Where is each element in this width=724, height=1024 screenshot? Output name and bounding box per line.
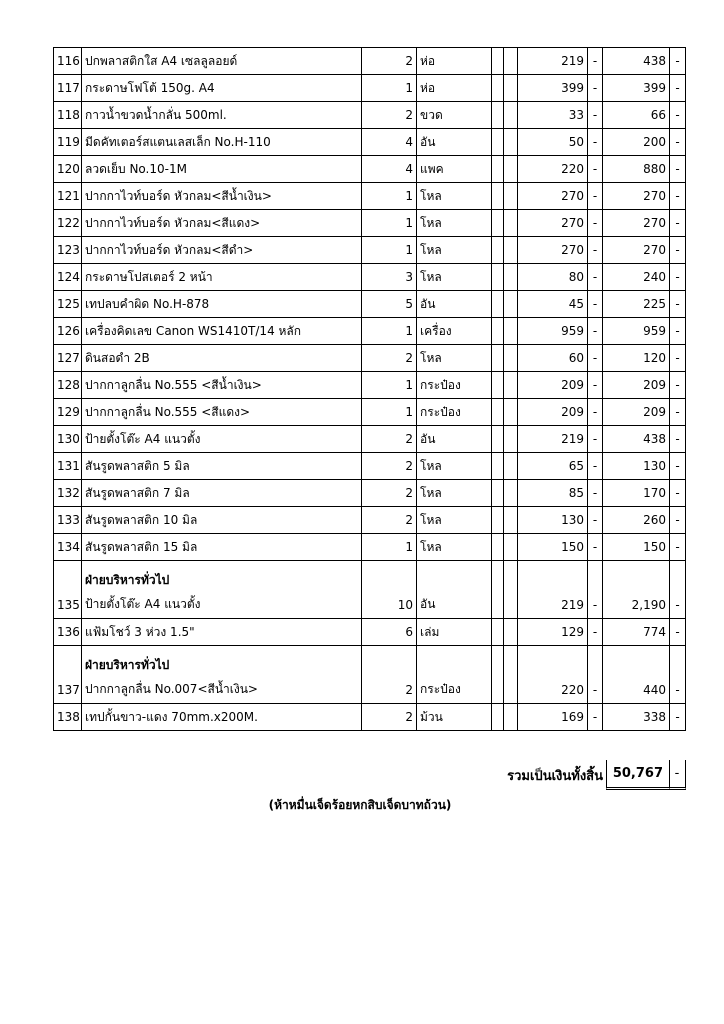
item-unit-price-satang: -	[588, 264, 603, 291]
item-unit-price: 270	[518, 237, 588, 264]
item-unit-price-satang: -	[588, 75, 603, 102]
item-amount: 338	[603, 704, 670, 731]
item-unit-price-satang: -	[588, 129, 603, 156]
item-unit-price-satang: -	[588, 291, 603, 318]
item-amount: 170	[603, 480, 670, 507]
item-description: ปากกาไวท์บอร์ด หัวกลม<สีดำ>	[82, 237, 362, 264]
item-amount: 880	[603, 156, 670, 183]
item-description: กระดาษโฟโต้ 150g. A4	[82, 75, 362, 102]
item-description: สันรูดพลาสติก 15 มิล	[82, 534, 362, 561]
blank-cell	[504, 704, 518, 731]
blank-cell	[492, 318, 504, 345]
item-unit: กระป๋อง	[417, 372, 492, 399]
item-quantity: 1	[362, 75, 417, 102]
item-unit-price-satang: -	[588, 534, 603, 561]
item-amount-satang: -	[670, 677, 686, 704]
item-unit: โหล	[417, 237, 492, 264]
blank-cell	[504, 75, 518, 102]
item-unit: โหล	[417, 507, 492, 534]
table-row	[54, 264, 686, 291]
section-title: ฝ่ายบริหารทั่วไป	[82, 561, 362, 592]
item-amount-satang: -	[670, 210, 686, 237]
item-quantity: 1	[362, 210, 417, 237]
item-amount-satang: -	[670, 237, 686, 264]
item-quantity: 1	[362, 318, 417, 345]
item-unit: ขวด	[417, 102, 492, 129]
item-amount: 120	[603, 345, 670, 372]
item-description: สันรูดพลาสติก 7 มิล	[82, 480, 362, 507]
item-unit-price: 959	[518, 318, 588, 345]
item-number: 137	[54, 677, 82, 704]
item-unit: โหล	[417, 345, 492, 372]
table-row	[54, 48, 686, 75]
item-unit-price-satang: -	[588, 399, 603, 426]
item-unit: ห่อ	[417, 48, 492, 75]
item-quantity: 2	[362, 677, 417, 704]
item-quantity: 2	[362, 704, 417, 731]
item-unit-price: 65	[518, 453, 588, 480]
item-unit-price: 60	[518, 345, 588, 372]
item-number: 138	[54, 704, 82, 731]
section-blank-cell	[603, 561, 670, 592]
item-unit-price: 169	[518, 704, 588, 731]
blank-cell	[492, 48, 504, 75]
item-unit-price-satang: -	[588, 48, 603, 75]
item-amount: 260	[603, 507, 670, 534]
items-table	[53, 47, 686, 731]
grand-total-label: รวมเป็นเงินทั้งสิ้น	[507, 769, 603, 784]
item-description: ปากกาไวท์บอร์ด หัวกลม<สีแดง>	[82, 210, 362, 237]
item-amount-satang: -	[670, 183, 686, 210]
item-unit-price-satang: -	[588, 210, 603, 237]
item-unit: กระป๋อง	[417, 677, 492, 704]
item-unit-price: 209	[518, 372, 588, 399]
blank-cell	[492, 534, 504, 561]
blank-cell	[504, 592, 518, 619]
item-amount-satang: -	[670, 156, 686, 183]
item-number: 132	[54, 480, 82, 507]
blank-cell	[492, 129, 504, 156]
amount-in-words	[0, 796, 724, 815]
item-description: แฟ้มโชว์ 3 ห่วง 1.5"	[82, 619, 362, 646]
item-quantity: 1	[362, 237, 417, 264]
item-number: 133	[54, 507, 82, 534]
item-quantity: 1	[362, 534, 417, 561]
item-number: 118	[54, 102, 82, 129]
item-quantity: 10	[362, 592, 417, 619]
table-row	[54, 704, 686, 731]
blank-cell	[492, 619, 504, 646]
section-blank-cell	[417, 646, 492, 677]
item-unit: โหล	[417, 210, 492, 237]
item-amount: 774	[603, 619, 670, 646]
blank-cell	[504, 426, 518, 453]
item-quantity: 2	[362, 426, 417, 453]
item-quantity: 2	[362, 453, 417, 480]
item-quantity: 2	[362, 48, 417, 75]
item-unit-price: 80	[518, 264, 588, 291]
item-unit-price-satang: -	[588, 237, 603, 264]
blank-cell	[492, 372, 504, 399]
item-unit-price: 219	[518, 426, 588, 453]
table-row	[54, 426, 686, 453]
table-row	[54, 507, 686, 534]
item-quantity: 2	[362, 345, 417, 372]
item-unit-price-satang: -	[588, 453, 603, 480]
blank-cell	[504, 129, 518, 156]
item-number: 131	[54, 453, 82, 480]
item-unit-price-satang: -	[588, 345, 603, 372]
item-quantity: 4	[362, 156, 417, 183]
item-amount: 225	[603, 291, 670, 318]
blank-cell	[504, 453, 518, 480]
item-amount: 438	[603, 48, 670, 75]
table-row	[54, 75, 686, 102]
item-amount-satang: -	[670, 291, 686, 318]
item-amount-satang: -	[670, 75, 686, 102]
item-amount-satang: -	[670, 102, 686, 129]
table-row	[54, 677, 686, 704]
item-amount: 440	[603, 677, 670, 704]
blank-cell	[504, 264, 518, 291]
table-row	[54, 453, 686, 480]
item-unit: เล่ม	[417, 619, 492, 646]
blank-cell	[492, 480, 504, 507]
item-unit-price-satang: -	[588, 372, 603, 399]
blank-cell	[492, 426, 504, 453]
item-amount-satang: -	[670, 48, 686, 75]
section-blank-cell	[417, 561, 492, 592]
item-unit-price: 50	[518, 129, 588, 156]
item-unit-price-satang: -	[588, 156, 603, 183]
item-amount: 209	[603, 399, 670, 426]
item-number: 120	[54, 156, 82, 183]
item-unit-price: 219	[518, 48, 588, 75]
item-amount: 240	[603, 264, 670, 291]
item-amount-satang: -	[670, 453, 686, 480]
table-row	[54, 619, 686, 646]
item-number: 130	[54, 426, 82, 453]
table-row	[54, 210, 686, 237]
item-amount: 959	[603, 318, 670, 345]
item-amount-satang: -	[670, 480, 686, 507]
blank-cell	[492, 507, 504, 534]
item-amount-satang: -	[670, 399, 686, 426]
blank-cell	[504, 102, 518, 129]
item-quantity: 2	[362, 102, 417, 129]
item-unit: อัน	[417, 592, 492, 619]
item-unit-price-satang: -	[588, 318, 603, 345]
item-amount-satang: -	[670, 534, 686, 561]
item-amount-satang: -	[670, 507, 686, 534]
section-blank-cell	[492, 646, 504, 677]
item-amount: 270	[603, 210, 670, 237]
blank-cell	[504, 210, 518, 237]
item-number: 123	[54, 237, 82, 264]
blank-cell	[504, 237, 518, 264]
item-unit-price-satang: -	[588, 183, 603, 210]
blank-cell	[492, 592, 504, 619]
item-unit-price: 220	[518, 677, 588, 704]
blank-cell	[492, 345, 504, 372]
item-number: 124	[54, 264, 82, 291]
blank-cell	[504, 318, 518, 345]
item-quantity: 1	[362, 399, 417, 426]
blank-cell	[492, 291, 504, 318]
item-amount: 209	[603, 372, 670, 399]
section-blank-cell	[492, 561, 504, 592]
item-description: กาวน้ำขวดน้ำกลั่น 500ml.	[82, 102, 362, 129]
item-number: 136	[54, 619, 82, 646]
section-blank-cell	[504, 561, 518, 592]
item-description: ปากกาไวท์บอร์ด หัวกลม<สีน้ำเงิน>	[82, 183, 362, 210]
item-description: ดินสอดำ 2B	[82, 345, 362, 372]
table-row	[54, 399, 686, 426]
item-unit-price: 129	[518, 619, 588, 646]
table-row	[54, 156, 686, 183]
table-row	[54, 372, 686, 399]
item-number: 135	[54, 592, 82, 619]
item-quantity: 2	[362, 480, 417, 507]
blank-cell	[504, 48, 518, 75]
blank-cell	[504, 677, 518, 704]
item-quantity: 2	[362, 507, 417, 534]
item-unit-price: 45	[518, 291, 588, 318]
item-number: 128	[54, 372, 82, 399]
item-unit: อัน	[417, 291, 492, 318]
table-row	[54, 291, 686, 318]
blank-cell	[492, 210, 504, 237]
item-amount-satang: -	[670, 129, 686, 156]
section-title: ฝ่ายบริหารทั่วไป	[82, 646, 362, 677]
item-unit: กระป๋อง	[417, 399, 492, 426]
blank-cell	[492, 102, 504, 129]
item-description: สันรูดพลาสติก 10 มิล	[82, 507, 362, 534]
blank-cell	[504, 399, 518, 426]
item-amount-satang: -	[670, 318, 686, 345]
item-number: 116	[54, 48, 82, 75]
item-unit-price-satang: -	[588, 677, 603, 704]
item-number: 129	[54, 399, 82, 426]
section-blank-cell	[362, 646, 417, 677]
item-unit-price: 270	[518, 183, 588, 210]
item-description: กระดาษโปสเตอร์ 2 หน้า	[82, 264, 362, 291]
item-number: 125	[54, 291, 82, 318]
item-unit: อัน	[417, 426, 492, 453]
grand-total-amount: 50,767	[612, 766, 663, 781]
item-unit: โหล	[417, 534, 492, 561]
item-description: ลวดเย็บ No.10-1M	[82, 156, 362, 183]
section-blank-cell	[670, 646, 686, 677]
item-unit-price-satang: -	[588, 704, 603, 731]
blank-cell	[504, 156, 518, 183]
blank-cell	[504, 507, 518, 534]
section-header-row	[54, 646, 686, 677]
item-description: ป้ายตั้งโต๊ะ A4 แนวตั้ง	[82, 426, 362, 453]
item-description: ปกพลาสติกใส A4 เซลลูลอยด์	[82, 48, 362, 75]
item-unit-price-satang: -	[588, 592, 603, 619]
item-amount: 200	[603, 129, 670, 156]
item-description: ปากกาลูกลื่น No.555 <สีแดง>	[82, 399, 362, 426]
item-amount-satang: -	[670, 592, 686, 619]
section-blank-cell	[504, 646, 518, 677]
item-description: ปากกาลูกลื่น No.555 <สีน้ำเงิน>	[82, 372, 362, 399]
item-unit-price: 130	[518, 507, 588, 534]
item-number: 127	[54, 345, 82, 372]
item-quantity: 4	[362, 129, 417, 156]
table-row	[54, 592, 686, 619]
blank-cell	[492, 264, 504, 291]
item-unit-price: 33	[518, 102, 588, 129]
grand-total-row	[0, 760, 724, 790]
item-amount: 150	[603, 534, 670, 561]
item-unit-price: 399	[518, 75, 588, 102]
item-amount: 270	[603, 237, 670, 264]
section-blank-cell	[670, 561, 686, 592]
table-row	[54, 237, 686, 264]
blank-cell	[504, 534, 518, 561]
item-quantity: 1	[362, 183, 417, 210]
item-description: ปากกาลูกลื่น No.007<สีน้ำเงิน>	[82, 677, 362, 704]
item-unit: อัน	[417, 129, 492, 156]
item-description: ป้ายตั้งโต๊ะ A4 แนวตั้ง	[82, 592, 362, 619]
item-amount-satang: -	[670, 372, 686, 399]
item-unit-price-satang: -	[588, 619, 603, 646]
amount-in-words-text: (ห้าหมื่นเจ็ดร้อยหกสิบเจ็ดบาทถ้วน)	[268, 798, 452, 812]
blank-cell	[492, 237, 504, 264]
item-unit-price-satang: -	[588, 507, 603, 534]
item-unit-price: 150	[518, 534, 588, 561]
blank-cell	[504, 480, 518, 507]
item-amount-satang: -	[670, 264, 686, 291]
blank-cell	[492, 399, 504, 426]
blank-cell	[492, 183, 504, 210]
item-number: 122	[54, 210, 82, 237]
item-unit: โหล	[417, 480, 492, 507]
table-row	[54, 102, 686, 129]
section-blank-cell	[588, 646, 603, 677]
item-number: 134	[54, 534, 82, 561]
table-row	[54, 318, 686, 345]
blank-cell	[492, 75, 504, 102]
item-amount: 2,190	[603, 592, 670, 619]
item-unit-price-satang: -	[588, 102, 603, 129]
section-blank-cell	[518, 646, 588, 677]
item-unit-price: 209	[518, 399, 588, 426]
item-unit: ม้วน	[417, 704, 492, 731]
section-blank-cell	[603, 646, 670, 677]
item-unit: โหล	[417, 453, 492, 480]
items-table-body	[54, 48, 686, 731]
section-blank-cell	[54, 646, 82, 677]
item-amount: 438	[603, 426, 670, 453]
grand-total-amount-cell	[606, 760, 670, 790]
table-row	[54, 534, 686, 561]
blank-cell	[492, 156, 504, 183]
item-description: เทปลบคำผิด No.H-878	[82, 291, 362, 318]
item-amount-satang: -	[670, 704, 686, 731]
section-blank-cell	[54, 561, 82, 592]
blank-cell	[504, 619, 518, 646]
item-description: เครื่องคิดเลข Canon WS1410T/14 หลัก	[82, 318, 362, 345]
blank-cell	[504, 183, 518, 210]
item-number: 117	[54, 75, 82, 102]
item-amount-satang: -	[670, 345, 686, 372]
item-amount: 270	[603, 183, 670, 210]
item-unit: เครื่อง	[417, 318, 492, 345]
item-quantity: 1	[362, 372, 417, 399]
item-unit-price: 220	[518, 156, 588, 183]
item-description: มีดคัทเตอร์สแตนเลสเล็ก No.H-110	[82, 129, 362, 156]
item-description: สันรูดพลาสติก 5 มิล	[82, 453, 362, 480]
blank-cell	[492, 704, 504, 731]
table-row	[54, 345, 686, 372]
blank-cell	[504, 372, 518, 399]
item-unit: ห่อ	[417, 75, 492, 102]
table-row	[54, 480, 686, 507]
item-quantity: 3	[362, 264, 417, 291]
item-quantity: 6	[362, 619, 417, 646]
table-row	[54, 183, 686, 210]
item-unit-price: 219	[518, 592, 588, 619]
item-unit-price: 85	[518, 480, 588, 507]
blank-cell	[504, 345, 518, 372]
item-unit: โหล	[417, 264, 492, 291]
item-description: เทปกั้นขาว-แดง 70mm.x200M.	[82, 704, 362, 731]
item-unit: แพค	[417, 156, 492, 183]
section-blank-cell	[518, 561, 588, 592]
item-number: 126	[54, 318, 82, 345]
blank-cell	[492, 677, 504, 704]
item-unit-price-satang: -	[588, 480, 603, 507]
section-blank-cell	[588, 561, 603, 592]
item-amount: 130	[603, 453, 670, 480]
item-quantity: 5	[362, 291, 417, 318]
item-unit-price-satang: -	[588, 426, 603, 453]
table-row	[54, 129, 686, 156]
item-amount-satang: -	[670, 619, 686, 646]
section-blank-cell	[362, 561, 417, 592]
item-amount-satang: -	[670, 426, 686, 453]
blank-cell	[492, 453, 504, 480]
item-amount: 66	[603, 102, 670, 129]
grand-total-satang: -	[669, 760, 686, 790]
blank-cell	[504, 291, 518, 318]
section-header-row	[54, 561, 686, 592]
item-unit-price: 270	[518, 210, 588, 237]
item-number: 121	[54, 183, 82, 210]
item-amount: 399	[603, 75, 670, 102]
item-number: 119	[54, 129, 82, 156]
item-unit: โหล	[417, 183, 492, 210]
